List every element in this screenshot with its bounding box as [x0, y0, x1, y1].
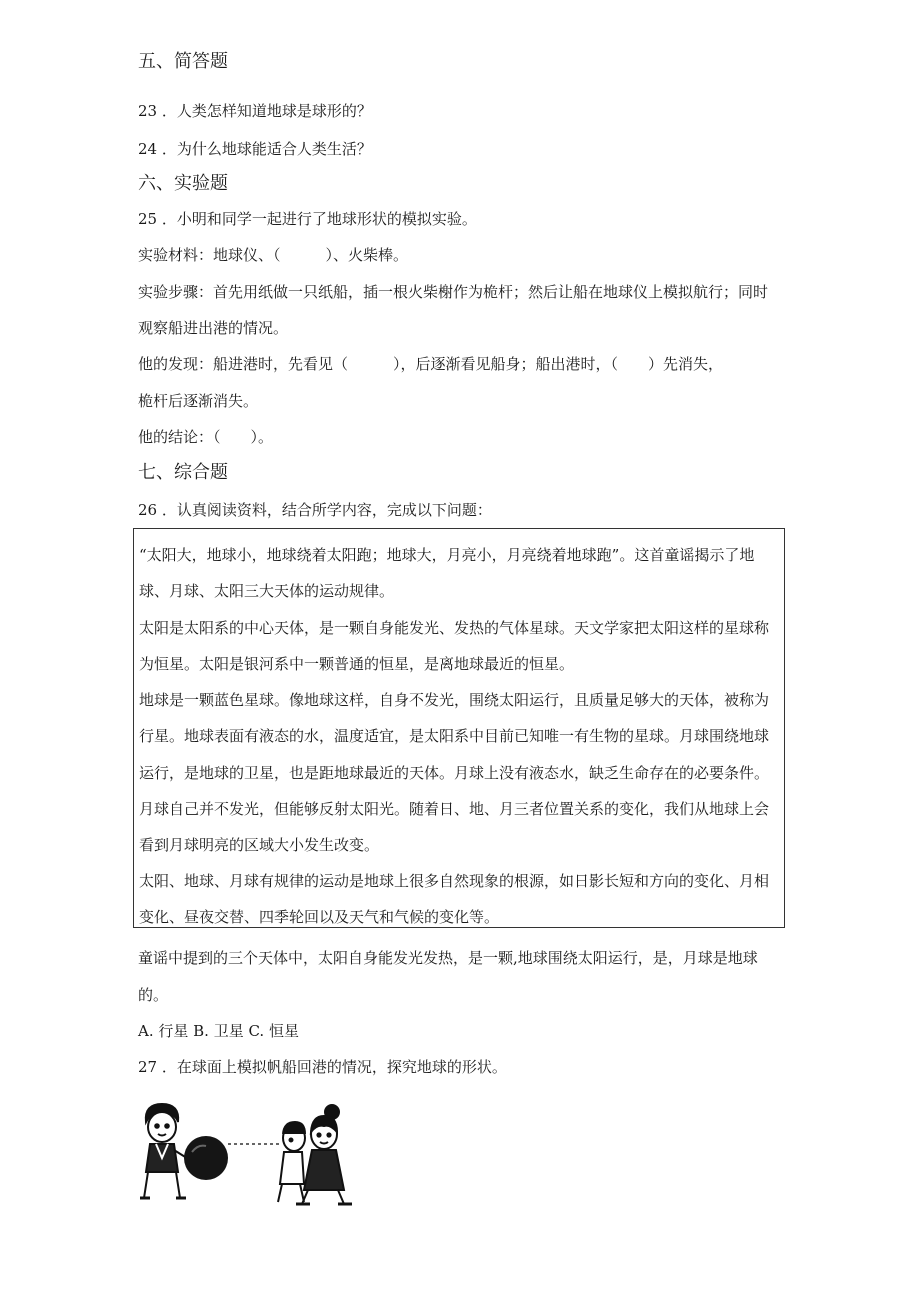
- reading-line: 变化、昼夜交替、四季轮回以及天气和气候的变化等。: [139, 908, 500, 926]
- boy-figure: [140, 1104, 190, 1198]
- experiment-materials: 实验材料：地球仪、（ ）、火柴棒。: [138, 246, 409, 264]
- section-seven-heading: 七、综合题: [138, 462, 228, 483]
- girls-figure: [278, 1105, 352, 1204]
- reading-line: 太阳是太阳系的中心天体，是一颗自身能发光、发热的气体星球。天文学家把太阳这样的星球称: [139, 619, 770, 637]
- experiment-steps-line1: 实验步骤：首先用纸做一只纸船，插一根火柴榭作为桅杆；然后让船在地球仪上模拟航行；同时: [138, 283, 769, 301]
- reading-line: 为恒星。太阳是银河系中一颗普通的恒星，是离地球最近的恒星。: [139, 655, 575, 673]
- experiment-conclusion: 他的结论：（ ）。: [138, 428, 274, 446]
- question-26-options: A. 行星 B. 卫星 C. 恒星: [138, 1022, 299, 1040]
- question-26-prompt-line2: 的。: [138, 986, 169, 1004]
- reading-line: “太阳大，地球小，地球绕着太阳跑；地球大，月亮小，月亮绕着地球跑”。这首童谣揭示了地: [139, 546, 755, 564]
- reading-material-box: [133, 528, 785, 928]
- section-five-heading: 五、简答题: [138, 51, 228, 72]
- question-23: 23 ．人类怎样知道地球是球形的？: [138, 102, 372, 120]
- experiment-finding-line1: 他的发现：船进港时，先看见（ ），后逐渐看见船身；船出港时，（ ）先消失，: [138, 355, 724, 373]
- question-26: 26 ．认真阅读资料，结合所学内容，完成以下问题：: [138, 501, 492, 519]
- reading-line: 月球自己并不发光，但能够反射太阳光。随着日、地、月三者位置关系的变化，我们从地球上会: [139, 800, 770, 818]
- reading-line: 太阳、地球、月球有规律的运动是地球上很多自然现象的根源，如日影长短和方向的变化、月相: [139, 872, 770, 890]
- question-25: 25 ．小明和同学一起进行了地球形状的模拟实验。: [138, 210, 477, 228]
- experiment-steps-line2: 观察船进出港的情况。: [138, 319, 289, 337]
- children-globe-illustration: [132, 1100, 362, 1210]
- experiment-finding-line2: 桅杆后逐渐消失。: [138, 392, 259, 410]
- reading-line: 球、月球、太阳三大天体的运动规律。: [139, 582, 395, 600]
- reading-line: 地球是一颗蓝色星球。像地球这样，自身不发光，围绕太阳运行，且质量足够大的天体，被称为: [139, 691, 770, 709]
- section-six-heading: 六、实验题: [138, 173, 228, 194]
- question-24: 24 ．为什么地球能适合人类生活？: [138, 140, 372, 158]
- question-26-prompt-line1: 童谣中提到的三个天体中，太阳自身能发光发热，是一颗,地球围绕太阳运行，是，月球是地球: [138, 949, 758, 967]
- reading-line: 行星。地球表面有液态的水，温度适宜，是太阳系中目前已知唯一有生物的星球。月球围绕地球: [139, 727, 770, 745]
- reading-line: 看到月球明亮的区域大小发生改变。: [139, 836, 380, 854]
- globe-ball: [184, 1136, 228, 1180]
- reading-line: 运行，是地球的卫星，也是距地球最近的天体。月球上没有液态水，缺乏生命存在的必要条件。: [139, 764, 770, 782]
- question-27: 27 ．在球面上模拟帆船回港的情况，探究地球的形状。: [138, 1058, 507, 1076]
